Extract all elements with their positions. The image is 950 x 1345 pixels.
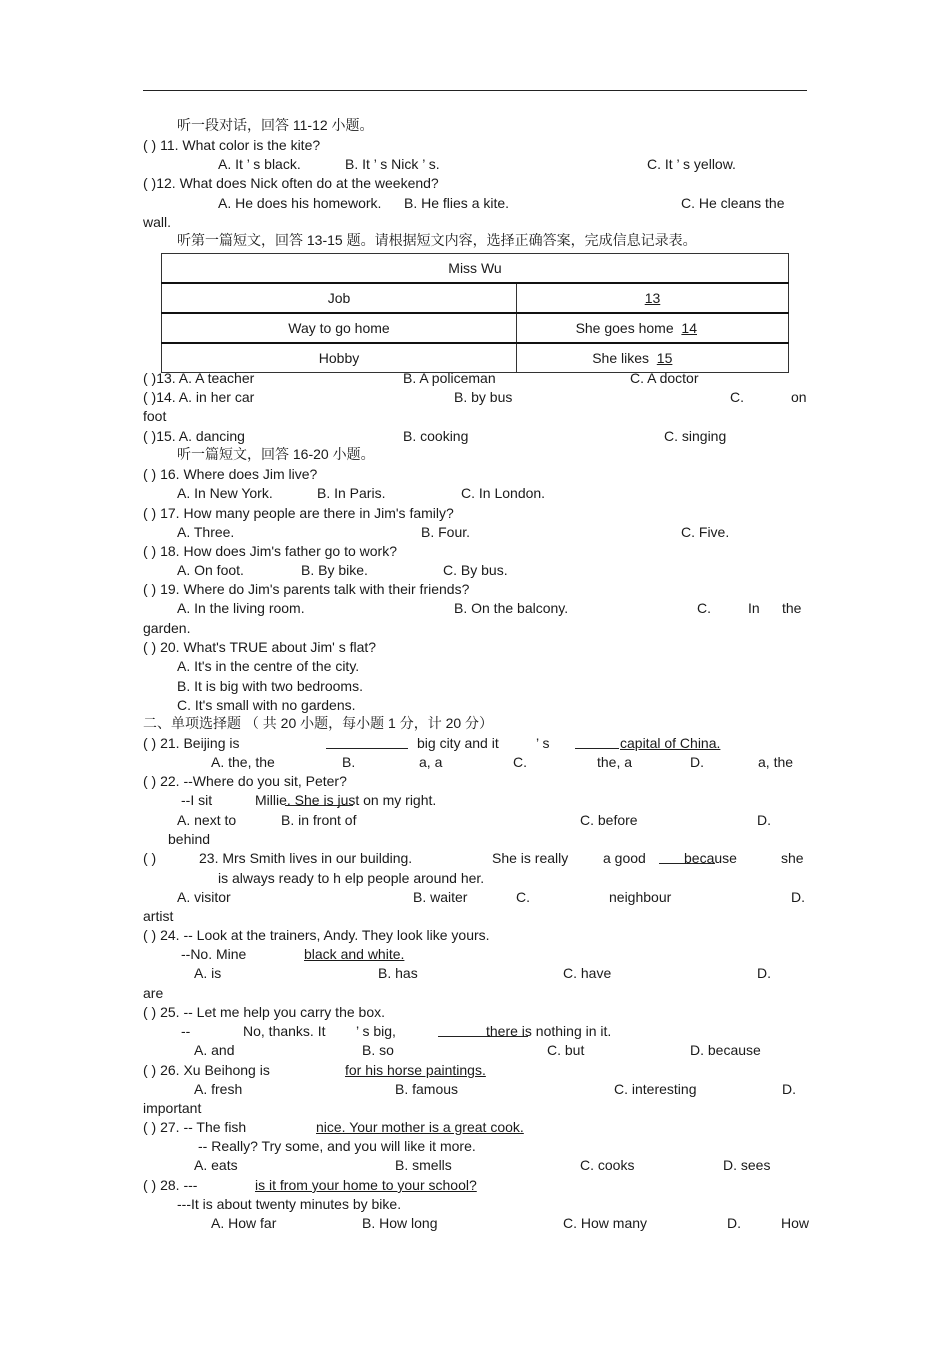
q27-tail: nice. Your mother is a great cook. <box>316 1119 524 1135</box>
table-row-job-label: Job <box>162 283 517 313</box>
q26-option-c[interactable]: C. interesting <box>614 1081 697 1097</box>
q28-option-d[interactable]: D. <box>727 1215 741 1231</box>
q20-option-a[interactable]: A. It's in the centre of the city. <box>177 658 360 674</box>
q21-mid-text: big city and it <box>417 735 499 751</box>
q23-because: because <box>684 850 737 866</box>
q11-option-b[interactable]: B. It ’ s Nick ’ s. <box>345 156 440 172</box>
q26-option-d[interactable]: D. <box>782 1081 796 1097</box>
question-28-stem: ( ) 28. --- <box>143 1177 198 1193</box>
q23-a-good: a good <box>603 850 646 866</box>
section-intro-13-15: 听第一篇短文，回答 13-15 题。请根据短文内容，选择正确答案，完成信息记录表。 <box>177 232 697 248</box>
q28-option-d-value: How <box>781 1215 810 1231</box>
q12-option-a[interactable]: A. He does his homework. <box>218 195 382 211</box>
q26-option-d-cont: important <box>143 1100 202 1116</box>
q15-option-c[interactable]: C. singing <box>664 428 727 444</box>
q25-option-d[interactable]: D. because <box>690 1042 761 1058</box>
table-row-way-text: She goes home <box>575 320 674 336</box>
q19-option-c[interactable]: C. <box>697 600 711 616</box>
q19-option-b[interactable]: B. On the balcony. <box>454 600 569 616</box>
q25-no-thanks: No, thanks. It <box>243 1023 326 1039</box>
q24-option-b[interactable]: B. has <box>378 965 418 981</box>
q21-option-b[interactable]: B. <box>342 754 356 770</box>
q28-option-c[interactable]: C. How many <box>563 1215 648 1231</box>
q27-option-a[interactable]: A. eats <box>194 1157 238 1173</box>
question-22-stem: ( ) 22. --Where do you sit, Peter? <box>143 773 347 789</box>
question-27-stem: ( ) 27. -- The fish <box>143 1119 247 1135</box>
q23-option-a[interactable]: A. visitor <box>177 889 231 905</box>
table-title: Miss Wu <box>162 254 789 284</box>
q27-option-c[interactable]: C. cooks <box>580 1157 635 1173</box>
q26-option-b[interactable]: B. famous <box>395 1081 459 1097</box>
q24-option-d[interactable]: D. <box>757 965 771 981</box>
q26-tail: for his horse paintings. <box>345 1062 486 1078</box>
q28-line2: ---It is about twenty minutes by bike. <box>177 1196 402 1212</box>
q22-option-a[interactable]: A. next to <box>177 812 237 828</box>
q28-option-a[interactable]: A. How far <box>211 1215 277 1231</box>
question-23-stem: 23. Mrs Smith lives in our building. <box>199 850 413 866</box>
q27-option-b[interactable]: B. smells <box>395 1157 452 1173</box>
q25-dash: -- <box>181 1023 191 1039</box>
question-15: ( )15. A. dancing <box>143 428 245 444</box>
q13-option-b[interactable]: B. A policeman <box>403 370 496 386</box>
question-20-stem: ( ) 20. What's TRUE about Jim' s flat? <box>143 639 377 655</box>
question-11-stem: ( ) 11. What color is the kite? <box>143 137 321 153</box>
q19-option-c-the: the <box>782 600 802 616</box>
q11-option-c[interactable]: C. It ’ s yellow. <box>647 156 736 172</box>
info-record-table <box>161 253 789 373</box>
q12-option-b[interactable]: B. He flies a kite. <box>404 195 510 211</box>
question-16-stem: ( ) 16. Where does Jim live? <box>143 466 318 482</box>
blank-14[interactable]: 14 <box>681 320 697 336</box>
q14-option-b[interactable]: B. by bus <box>454 389 513 405</box>
table-row-way-label: Way to go home <box>162 313 517 343</box>
q24-line2-start: --No. Mine <box>181 946 247 962</box>
q15-option-b[interactable]: B. cooking <box>403 428 469 444</box>
header-rule <box>143 90 807 91</box>
q17-option-a[interactable]: A. Three. <box>177 524 235 540</box>
section-two-title: 二、单项选择题 （ 共 20 小题，每小题 1 分，计 20 分） <box>143 715 494 731</box>
q23-option-d-cont: artist <box>143 908 174 924</box>
q13-option-c[interactable]: C. A doctor <box>630 370 699 386</box>
q23-line2: is always ready to h elp people around her. <box>218 870 485 886</box>
q19-option-a[interactable]: A. In the living room. <box>177 600 305 616</box>
q22-option-d-cont: behind <box>168 831 211 847</box>
q21-option-a[interactable]: A. the, the <box>211 754 275 770</box>
table-row-way-value[interactable] <box>517 313 789 343</box>
q23-option-b[interactable]: B. waiter <box>413 889 468 905</box>
q16-option-b[interactable]: B. In Paris. <box>317 485 386 501</box>
q14-option-c-on: on <box>791 389 807 405</box>
q25-s-big: ’ s big, <box>356 1023 396 1039</box>
q17-option-b[interactable]: B. Four. <box>421 524 471 540</box>
q18-option-a[interactable]: A. On foot. <box>177 562 244 578</box>
q18-option-b[interactable]: B. By bike. <box>301 562 368 578</box>
q21-apostrophe-s: ’ s <box>536 735 550 751</box>
question-14: ( )14. A. in her car <box>143 389 255 405</box>
q25-line2-end: there is nothing in it. <box>486 1023 612 1039</box>
question-18-stem: ( ) 18. How does Jim's father go to work? <box>143 543 397 559</box>
question-26-stem: ( ) 26. Xu Beihong is <box>143 1062 270 1078</box>
q23-option-c[interactable]: C. <box>516 889 530 905</box>
q28-option-b[interactable]: B. How long <box>362 1215 438 1231</box>
table-row-job-value[interactable] <box>517 283 789 313</box>
q14-option-c[interactable]: C. <box>730 389 744 405</box>
q21-blank-1[interactable] <box>326 735 408 749</box>
q21-tail-text: capital of China. <box>620 735 721 751</box>
table-row-hobby-value[interactable] <box>517 343 789 373</box>
section-intro-16-20: 听一篇短文，回答 16-20 小题。 <box>177 446 375 462</box>
q25-option-c[interactable]: C. but <box>547 1042 585 1058</box>
q23-really: She is really <box>492 850 569 866</box>
q17-option-c[interactable]: C. Five. <box>681 524 730 540</box>
table-row-hobby-label: Hobby <box>162 343 517 373</box>
q19-option-c-in: In <box>748 600 760 616</box>
table-row-hobby-text: She likes <box>592 350 650 366</box>
question-12-stem: ( )12. What does Nick often do at the weekend? <box>143 175 439 191</box>
q12-option-c-cont: wall. <box>143 214 172 230</box>
blank-15[interactable]: 15 <box>656 350 673 366</box>
q23-option-d[interactable]: D. <box>791 889 805 905</box>
question-25-stem: ( ) 25. -- Let me help you carry the box. <box>143 1004 385 1020</box>
question-24-stem: ( ) 24. -- Look at the trainers, Andy. They look like yours. <box>143 927 490 943</box>
q24-option-a[interactable]: A. is <box>194 965 222 981</box>
q24-line2-end: black and white. <box>304 946 405 962</box>
q24-option-c[interactable]: C. have <box>563 965 612 981</box>
q26-option-a[interactable]: A. fresh <box>194 1081 243 1097</box>
q20-option-b[interactable]: B. It is big with two bedrooms. <box>177 678 363 694</box>
blank-13[interactable]: 13 <box>644 290 661 306</box>
q11-option-a[interactable]: A. It ’ s black. <box>218 156 301 172</box>
q22-option-c[interactable]: C. before <box>580 812 638 828</box>
q27-line2: -- Really? Try some, and you will like it more. <box>198 1138 476 1154</box>
question-19-stem: ( ) 19. Where do Jim's parents talk with their friends? <box>143 581 470 597</box>
section-intro-11-12: 听一段对话，回答 11-12 小题。 <box>177 117 374 133</box>
q21-option-c[interactable]: C. <box>513 754 527 770</box>
q27-option-d[interactable]: D. sees <box>723 1157 771 1173</box>
q20-option-c[interactable]: C. It's small with no gardens. <box>177 697 356 713</box>
q21-option-b-value: a, a <box>419 754 443 770</box>
q21-option-d-value: a, the <box>758 754 794 770</box>
question-13: ( )13. A. A teacher <box>143 370 255 386</box>
q22-option-b[interactable]: B. in front of <box>281 812 357 828</box>
question-23-paren: ( ) <box>143 850 157 866</box>
q16-option-a[interactable]: A. In New York. <box>177 485 273 501</box>
q21-option-d[interactable]: D. <box>690 754 704 770</box>
q23-she: she <box>781 850 804 866</box>
question-21-stem: ( ) 21. Beijing is <box>143 735 240 751</box>
q14-option-c-cont: foot <box>143 408 167 424</box>
q22-line2-end: Millie. She is just on my right. <box>255 792 437 808</box>
q24-option-d-cont: are <box>143 985 164 1001</box>
q21-option-c-value: the, a <box>597 754 633 770</box>
q25-option-a[interactable]: A. and <box>194 1042 235 1058</box>
q28-tail: is it from your home to your school? <box>255 1177 477 1193</box>
q21-blank-2[interactable] <box>575 735 619 749</box>
q16-option-c[interactable]: C. In London. <box>461 485 546 501</box>
q18-option-c[interactable]: C. By bus. <box>443 562 508 578</box>
q25-option-b[interactable]: B. so <box>362 1042 394 1058</box>
question-17-stem: ( ) 17. How many people are there in Jim's family? <box>143 505 454 521</box>
q12-option-c[interactable]: C. He cleans the <box>681 195 785 211</box>
q22-line2-start: --I sit <box>181 792 213 808</box>
q19-option-c-cont: garden. <box>143 620 191 636</box>
q23-option-c-value: neighbour <box>609 889 672 905</box>
q22-option-d[interactable]: D. <box>757 812 771 828</box>
